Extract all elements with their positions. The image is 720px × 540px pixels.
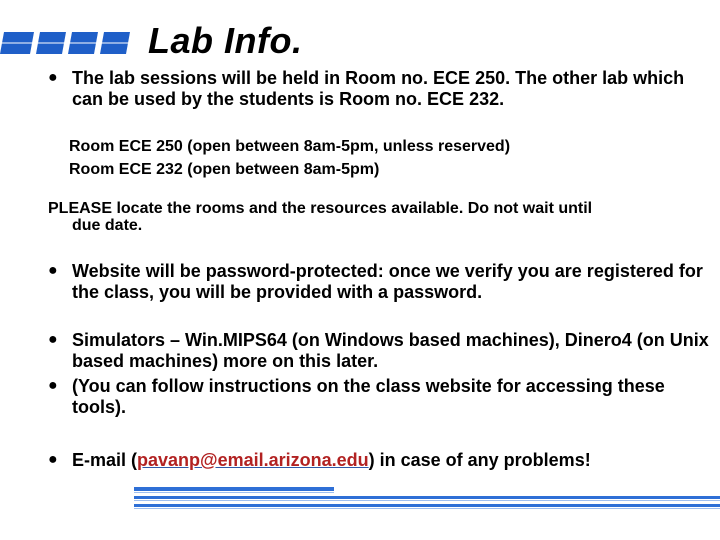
page-title: Lab Info.	[148, 20, 303, 61]
notice-text	[48, 200, 718, 234]
room-ece232-line: Room ECE 232 (open between 8am-5pm)	[69, 161, 380, 178]
bullet-dot: ●	[48, 331, 58, 348]
bullet-dot: ●	[48, 69, 58, 86]
bullet-dot: ●	[48, 377, 58, 394]
notice-line-1: PLEASE locate the rooms and the resources available. Do not wait until	[48, 200, 593, 217]
bullet-dot: ●	[48, 262, 58, 279]
room-ece250-line: Room ECE 250 (open between 8am-5pm, unless reserved)	[69, 138, 511, 155]
logo-bars	[0, 30, 132, 56]
follow-instructions-text: (You can follow instructions on the class website for accessing these tools).	[72, 376, 665, 417]
decorative-lines	[0, 485, 720, 515]
notice-line-2: due date.	[72, 217, 143, 234]
email-suffix: ) in case of any problems!	[368, 450, 591, 470]
website-text: Website will be password-protected: once we verify you are registered for the class, you will be provided with a password.	[72, 261, 703, 302]
email-link[interactable]: pavanp@email.arizona.edu	[137, 450, 369, 470]
simulators-text: Simulators – Win.MIPS64 (on Windows based machines), Dinero4 (on Unix based machines) more on this later.	[72, 330, 709, 371]
email-prefix: E-mail (	[72, 450, 138, 470]
email-line	[72, 450, 712, 471]
lab-sessions-text: The lab sessions will be held in Room no. ECE 250. The other lab which can be used by the students is Room no. ECE 232.	[72, 68, 685, 109]
bullet-dot: ●	[48, 451, 58, 468]
